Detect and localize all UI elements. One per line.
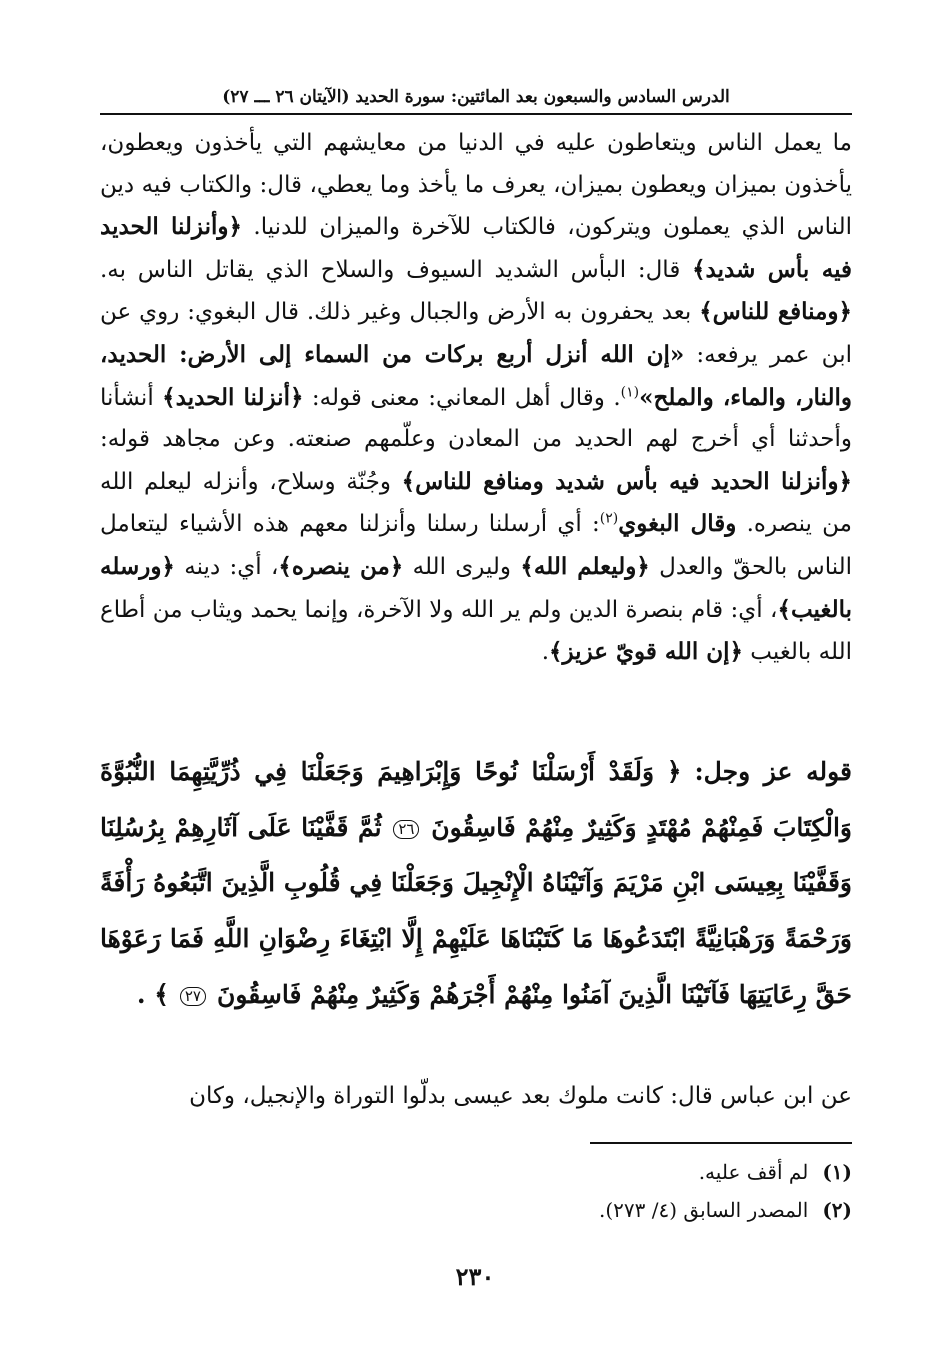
text-segment: ، أي: قام بنصرة الدين ولم ير الله ولا الآخرة، وإنما يحمد ويثاب من أطاع الله بالغيب: [100, 596, 852, 666]
ayah-number-27: ٢٧: [180, 987, 206, 1006]
footnote-text: لم أقف عليه.: [698, 1160, 809, 1184]
footnote-text: المصدر السابق (٤/ ٢٧٣).: [598, 1198, 809, 1222]
quran-quote: ﴿من ينصره﴾: [278, 552, 404, 580]
running-header: الدرس السادس والسبعون بعد المائتين: سورة الحديد (الآيتان ٢٦ ـــ ٢٧): [222, 87, 730, 107]
quran-quote: ﴿وليعلم الله﴾: [520, 552, 650, 580]
text-segment: بعد يحفرون به الأرض والجبال وغير ذلك. قال البغوي: روي عن ابن عمر يرفعه:: [100, 299, 852, 368]
quran-quote: ﴿وأنزلنا الحديد فيه بأس شديد﴾: [100, 213, 852, 283]
quran-quote: ﴿وأنزلنا الحديد فيه بأس شديد ومنافع للناس﴾: [401, 467, 853, 495]
footnote-number: (١): [822, 1160, 852, 1184]
hadith-quote: «إن الله أنزل أربع بركات من السماء إلى الأرض: الحديد، والنار، والماء، والملح»: [100, 340, 853, 411]
commentary-paragraph: [100, 123, 852, 674]
footnote-1: [100, 1158, 852, 1186]
quran-quote: ﴿إن الله قويّ عزيز﴾: [549, 638, 743, 666]
text-segment: ما يعمل الناس ويتعاطون عليه في الدنيا من معايشهم التي يأخذون ويعطون، يأخذون بميزان ويعطون بميزان، يعرف ما يأخذ وما يعطي، قال: والكتاب فيه دين الناس الذي يعملون ويتركون، فالكتاب للآخرة والميزان للدنيا.: [100, 130, 853, 241]
text-segment: . وقال أهل المعاني: معنى قوله:: [311, 384, 621, 411]
text-segment: وجُنّة وسلاح، وأنزله ليعلم الله من ينصره.: [100, 468, 853, 538]
verse-26-text: وَلَقَدْ أَرْسَلْنَا نُوحًا وَإِبْرَاهِيمَ وَجَعَلْنَا فِي ذُرِّيَّتِهِمَا النُّبُوَّةَ وَالْكِتَابَ فَمِنْهُمْ مُهْتَدٍ وَكَثِيرٌ مِنْهُمْ فَاسِقُونَ: [100, 757, 852, 842]
ayah-number-26: ٢٦: [393, 820, 419, 839]
quran-quote: ﴿ومنافع للناس﴾: [699, 298, 852, 326]
footnote-ref-1: (١): [620, 383, 640, 400]
text-segment: أنشأنا وأحدثنا أي أخرج لهم الحديد من المعادن وعلّمهم صنعته. وعن مجاهد قوله:: [100, 384, 852, 453]
footnote-2: [100, 1196, 852, 1224]
verse-27-text: ثُمَّ قَفَّيْنَا عَلَى آثَارِهِمْ بِرُسُلِنَا وَقَفَّيْنَا بِعِيسَى ابْنِ مَرْيَمَ وَآتَيْنَاهُ الْإِنْجِيلَ وَجَعَلْنَا فِي قُلُوبِ الَّذِينَ اتَّبَعُوهُ رَأْفَةً وَرَحْمَةً وَرَهْبَانِيَّةً ابْتَدَعُوهَا مَا كَتَبْنَاهَا عَلَيْهِمْ إِلَّا ابْتِغَاءَ رِضْوَانِ اللَّهِ فَمَا رَعَوْهَا حَقَّ رِعَايَتِهَا فَآتَيْنَا الَّذِينَ آمَنُوا مِنْهُمْ أَجْرَهُمْ وَكَثِيرٌ مِنْهُمْ فَاسِقُونَ: [100, 812, 852, 1009]
quran-quote: ﴿أنزلنا الحديد﴾: [162, 383, 304, 411]
footnote-ref-2: (٢): [599, 510, 619, 527]
footnote-number: (٢): [822, 1198, 852, 1222]
commentary-paragraph-2: عن ابن عباس قال: كانت ملوك بعد عيسى بدلّوا التوراة والإنجيل، وكان: [189, 1083, 852, 1109]
verse-close-bracket: ﴾ .: [136, 979, 169, 1009]
verse-open-bracket: ﴿: [666, 757, 682, 786]
text-segment: .: [541, 639, 549, 666]
verse-block: [100, 744, 852, 1023]
header-divider: [100, 113, 852, 115]
baghawi-label: وقال البغوي: [618, 510, 737, 538]
page-number: ٢٣٠: [455, 1262, 495, 1291]
text-segment: ، أي: دينه: [184, 553, 279, 580]
footnote-divider: [590, 1142, 852, 1144]
verse-lead: قوله عز وجل:: [694, 757, 852, 786]
quran-quote: ﴿ورسله بالغيب﴾: [100, 552, 852, 623]
text-segment: وليرى الله: [412, 553, 512, 580]
text-segment: قال: البأس الشديد السيوف والسلاح الذي يقاتل الناس به.: [100, 256, 681, 283]
text-segment: : أي أرسلنا رسلنا وأنزلنا معهم هذه الأشياء ليتعامل الناس بالحقّ والعدل: [100, 511, 853, 580]
